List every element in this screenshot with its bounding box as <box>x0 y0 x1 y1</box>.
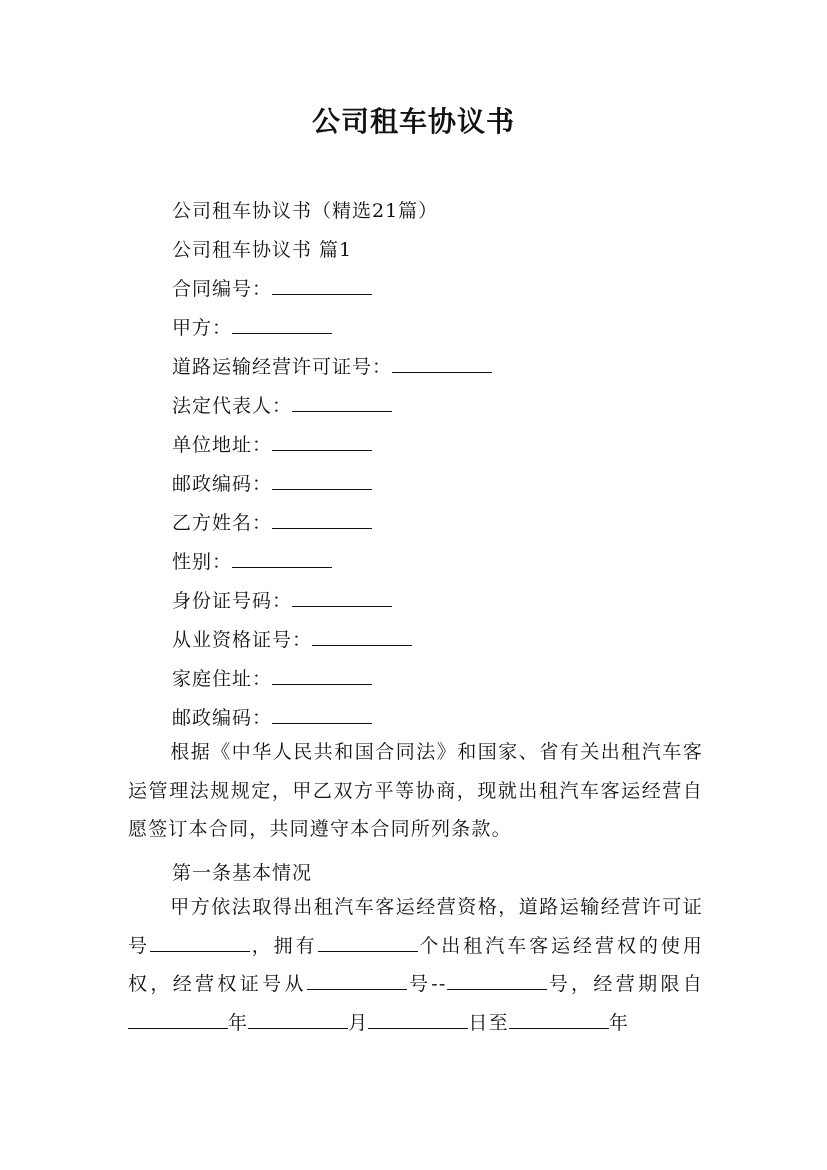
field-party-b-name <box>172 509 372 537</box>
field-company-address <box>172 431 372 459</box>
field-party-a <box>172 314 332 342</box>
field-label: 邮政编码： <box>172 473 273 495</box>
fill-in-blank <box>447 971 547 990</box>
article-text-part: ，拥有 <box>249 934 318 957</box>
article-text-part: 日至 <box>468 1012 509 1035</box>
fill-in-blank <box>248 1010 348 1029</box>
field-id-number <box>172 587 392 615</box>
article-text-part: 个出租汽车客运经营权的使用权，经营权证号从 <box>128 934 704 996</box>
article-text-part: 号，经营期限自 <box>546 973 703 996</box>
field-label: 单位地址： <box>172 434 273 456</box>
article-text-part: 甲方依法取得出租汽车客运经营资格，道路运输经营许可证号 <box>128 896 703 957</box>
fill-in-blank <box>272 471 372 490</box>
fill-in-blank <box>232 315 332 334</box>
fill-in-blank <box>272 432 372 451</box>
fill-in-blank <box>292 588 392 607</box>
field-label: 甲方： <box>172 317 233 339</box>
field-label: 家庭住址： <box>172 668 273 690</box>
fill-in-blank <box>318 933 418 952</box>
fill-in-blank <box>232 549 332 568</box>
field-contract-number <box>172 275 372 303</box>
field-label: 法定代表人： <box>172 395 293 417</box>
section-heading-text: 公司租车协议书 篇1 <box>172 239 353 261</box>
article-text-part: 年 <box>228 1012 249 1035</box>
article-text-part: 号-- <box>406 973 447 996</box>
field-label: 道路运输经营许可证号： <box>172 356 393 378</box>
fill-in-blank <box>312 627 412 646</box>
fill-in-blank <box>272 705 372 724</box>
field-label: 身份证号码： <box>172 590 293 612</box>
document-subtitle <box>172 197 438 225</box>
field-label: 从业资格证号： <box>172 629 313 651</box>
section-heading <box>172 236 352 264</box>
fill-in-blank <box>307 971 407 990</box>
fill-in-blank <box>509 1010 609 1029</box>
field-transport-license <box>172 353 492 381</box>
field-label: 合同编号： <box>172 278 273 300</box>
article-paragraph <box>128 888 703 1043</box>
fill-in-blank <box>272 510 372 529</box>
fill-in-blank <box>292 393 392 412</box>
field-legal-representative <box>172 392 392 420</box>
article-heading-text: 第一条基本情况 <box>172 862 313 884</box>
intro-paragraph <box>128 733 703 849</box>
fill-in-blank <box>272 276 372 295</box>
document-title: 公司租车协议书 <box>311 105 515 138</box>
fill-in-blank <box>272 666 372 685</box>
subtitle-text: 公司租车协议书（精选21篇） <box>172 200 439 222</box>
article-text-part: 月 <box>348 1012 369 1035</box>
field-home-address <box>172 665 372 693</box>
field-postal-code-a <box>172 470 372 498</box>
field-label: 邮政编码： <box>172 707 273 729</box>
field-label: 性别： <box>172 551 233 573</box>
fill-in-blank <box>392 354 492 373</box>
article-heading <box>172 859 312 887</box>
field-label: 乙方姓名： <box>172 512 273 534</box>
field-gender <box>172 548 332 576</box>
field-qualification-number <box>172 626 412 654</box>
fill-in-blank <box>150 933 250 952</box>
fill-in-blank <box>368 1010 468 1029</box>
fill-in-blank <box>128 1010 228 1029</box>
field-postal-code-b <box>172 704 372 732</box>
intro-paragraph-text: 根据《中华人民共和国合同法》和国家、省有关出租汽车客运管理法规规定，甲乙双方平等协商，现就出租汽车客运经营自愿签订本合同，共同遵守本合同所列条款。 <box>128 741 703 841</box>
article-text-part: 年 <box>608 1012 630 1035</box>
